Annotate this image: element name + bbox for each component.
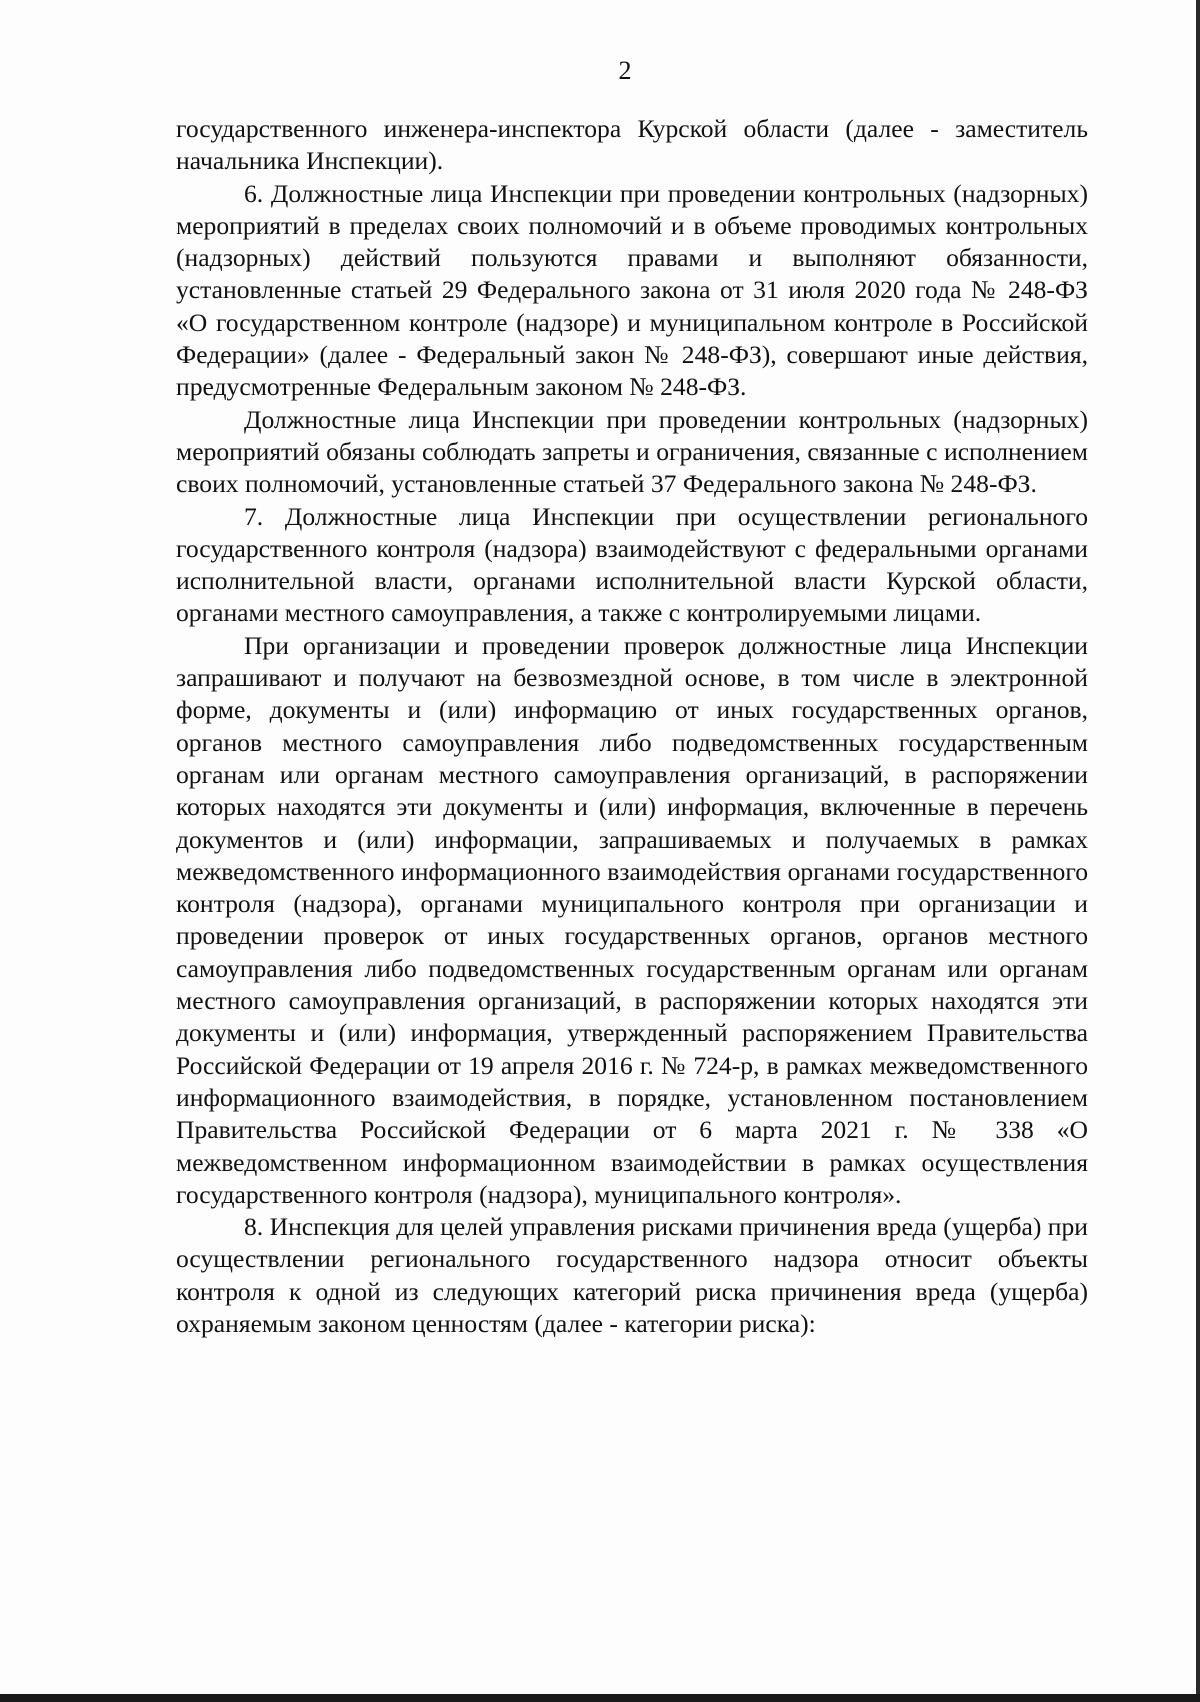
- paragraph-item-7-requests: При организации и проведении проверок должностные лица Инспекции запрашивают и получают на безвозмездной основе, в том числе в электронной форме, документы и (или) информацию от иных государственных органов, органов местного самоуправления либо подведомственных государственным органам или органам местного самоуправления организаций, в распоряжении которых находятся эти документы и (или) информация, включенные в перечень документов и (или) информации, запрашиваемых и получаемых в рамках межведомственного информационного взаимодействия органами государственного контроля (надзора), органами муниципального контроля при организации и проведении проверок от иных государственных органов, органов местного самоуправления либо подведомственных государственным органам или органам местного самоуправления организаций, в распоряжении которых находятся эти документы и (или) информация, утвержденный распоряжением Правительства Российской Федерации от 19 апреля 2016 г. № 724-р, в рамках межведомственного информационного взаимодействия, в порядке, установленном постановлением Правительства Российской Федерации от 6 марта 2021 г. № 338 «О межведомственном информационном взаимодействии в рамках осуществления государственного контроля (надзора), муниципального контроля».: [176, 630, 1088, 1209]
- scan-edge-right: [1196, 0, 1200, 1702]
- paragraph-continuation: государственного инженера-инспектора Курской области (далее - заместитель начальника Инспекции).: [176, 114, 1088, 176]
- paragraph-item-6-restrictions: Должностные лица Инспекции при проведении контрольных (надзорных) мероприятий обязаны соблюдать запреты и ограничения, связанные с исполнением своих полномочий, установленные статьей 37 Федерального закона № 248-ФЗ.: [176, 404, 1088, 499]
- document-body: [176, 113, 1088, 1340]
- paragraph-item-7: 7. Должностные лица Инспекции при осуществлении регионального государственного контроля (надзора) взаимодействуют с федеральными органами исполнительной власти, органами исполнительной власти Курской области, органами местного самоуправления, а также с контролируемыми лицами.: [176, 501, 1088, 628]
- paragraph-item-8: 8. Инспекция для целей управления рисками причинения вреда (ущерба) при осуществлении регионального государственного надзора относит объекты контроля к одной из следующих категорий риска причинения вреда (ущерба) охраняемым законом ценностям (далее - категории риска):: [176, 1212, 1088, 1338]
- paragraph-item-6: 6. Должностные лица Инспекции при проведении контрольных (надзорных) мероприятий в пределах своих полномочий и в объеме проводимых контрольных (надзорных) действий пользуются правами и выполняют обязанности, установленные статьей 29 Федерального закона от 31 июля 2020 года № 248-ФЗ «О государственном контроле (надзоре) и муниципальном контроле в Российской Федерации» (далее - Федеральный закон № 248-ФЗ), совершают иные действия, предусмотренные Федеральным законом № 248-ФЗ.: [176, 178, 1088, 402]
- page-number: 2: [618, 56, 632, 85]
- scan-edge-bottom: [0, 1694, 1200, 1702]
